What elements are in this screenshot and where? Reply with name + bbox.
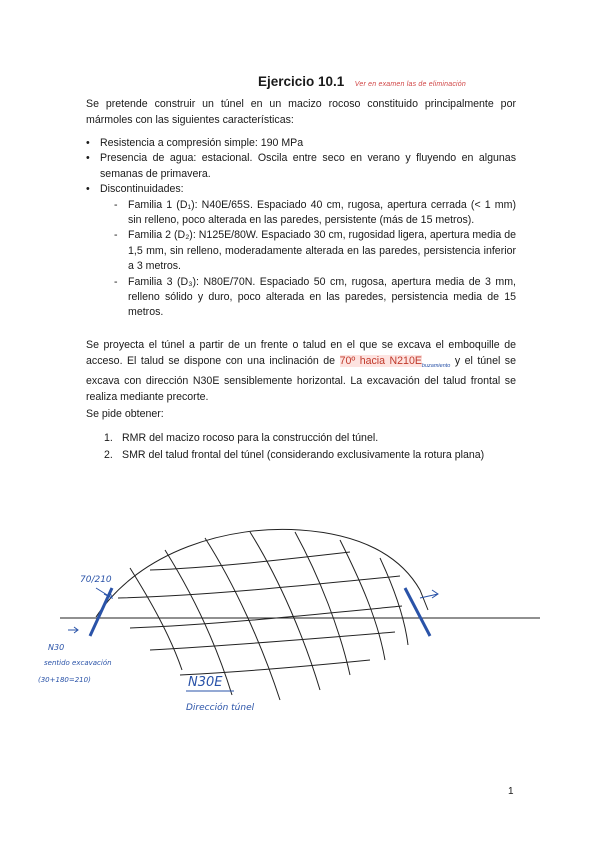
requirement-1-text: RMR del macizo rocoso para la construcción del túnel. [122, 432, 379, 444]
discontinuities-label: Discontinuidades: [100, 183, 184, 196]
tunnel-sketch [0, 510, 600, 740]
ask-line: Se pide obtener: [86, 408, 164, 420]
title-row [258, 73, 466, 91]
exercise-title: Ejercicio 10.1 [258, 74, 345, 89]
page-number: 1 [508, 786, 514, 797]
label-n30e: N30E [188, 675, 223, 690]
intro-paragraph: Se pretende construir un túnel en un macizo rocoso constituido principalmente por mármoles con las siguientes características: [86, 98, 516, 126]
requirement-2 [86, 447, 516, 464]
slope-orientation-highlight: 70º hacia N210E [339, 354, 422, 367]
requirement-1-number: 1. [104, 432, 113, 444]
project-text-after: y el túnel se excava con dirección N30E sensiblemente horizontal. La excavación del talud frontal se realiza mediante precorte. [86, 354, 516, 403]
slope-face-left [90, 588, 112, 636]
tunnel-arch [96, 529, 428, 617]
requirement-2-number: 2. [104, 449, 113, 461]
family-1: - Familia 1 (D₁): N40E/65S. Espaciado 40 cm, rugosa, apertura cerrada (< 1 mm) sin relleno, poco alterada en las paredes, persistente (más de 15 metros). [100, 198, 516, 229]
slope-face-right [405, 588, 430, 636]
label-angle-range: (30+180=210) [38, 676, 91, 684]
handwritten-title-note: Ver en examen las de eliminación [354, 81, 466, 88]
handwritten-buzamiento-note: buzamiento [421, 362, 451, 369]
family-3: - Familia 3 (D₃): N80E/70N. Espaciado 50 cm, rugosa, apertura media de 3 mm, relleno sólido y duro, poco alterada en las paredes, persistencia media de 15 metros. [100, 275, 516, 321]
bullet-resistance: • Resistencia a compresión simple: 190 MPa [86, 136, 516, 151]
joint-set-b [118, 552, 402, 675]
label-slope-dip: 70/210 [80, 575, 112, 585]
bullet-discontinuities [86, 182, 516, 321]
characteristics-list [86, 136, 516, 321]
requirement-1 [86, 430, 516, 447]
arrow-excavation [68, 627, 78, 633]
bullet-water: • Presencia de agua: estacional. Oscila entre seco en verano y fluyendo en algunas semanas de primavera. [86, 151, 516, 182]
label-n30: N30 [48, 643, 65, 652]
label-tunnel-direction: Dirección túnel [186, 703, 255, 713]
label-excavation-direction: sentido excavación [44, 659, 112, 667]
project-text-before: Se proyecta el túnel a partir de un frente o talud en el que se excava el emboquille de acceso. El talud se dispone con una inclinación de [86, 339, 516, 367]
family-2: - Familia 2 (D₂): N125E/80W. Espaciado 30 cm, rugosidad ligera, apertura media de 1,5 mm, sin relleno, moderadamente alterada en las paredes, persistencia inferior a 3 metros. [100, 228, 516, 274]
joint-set-a [130, 532, 408, 700]
families-list [100, 198, 516, 321]
requirements-list [86, 430, 516, 464]
project-paragraph [86, 338, 516, 405]
requirement-2-text: SMR del talud frontal del túnel (considerando exclusivamente la rotura plana) [122, 449, 485, 461]
